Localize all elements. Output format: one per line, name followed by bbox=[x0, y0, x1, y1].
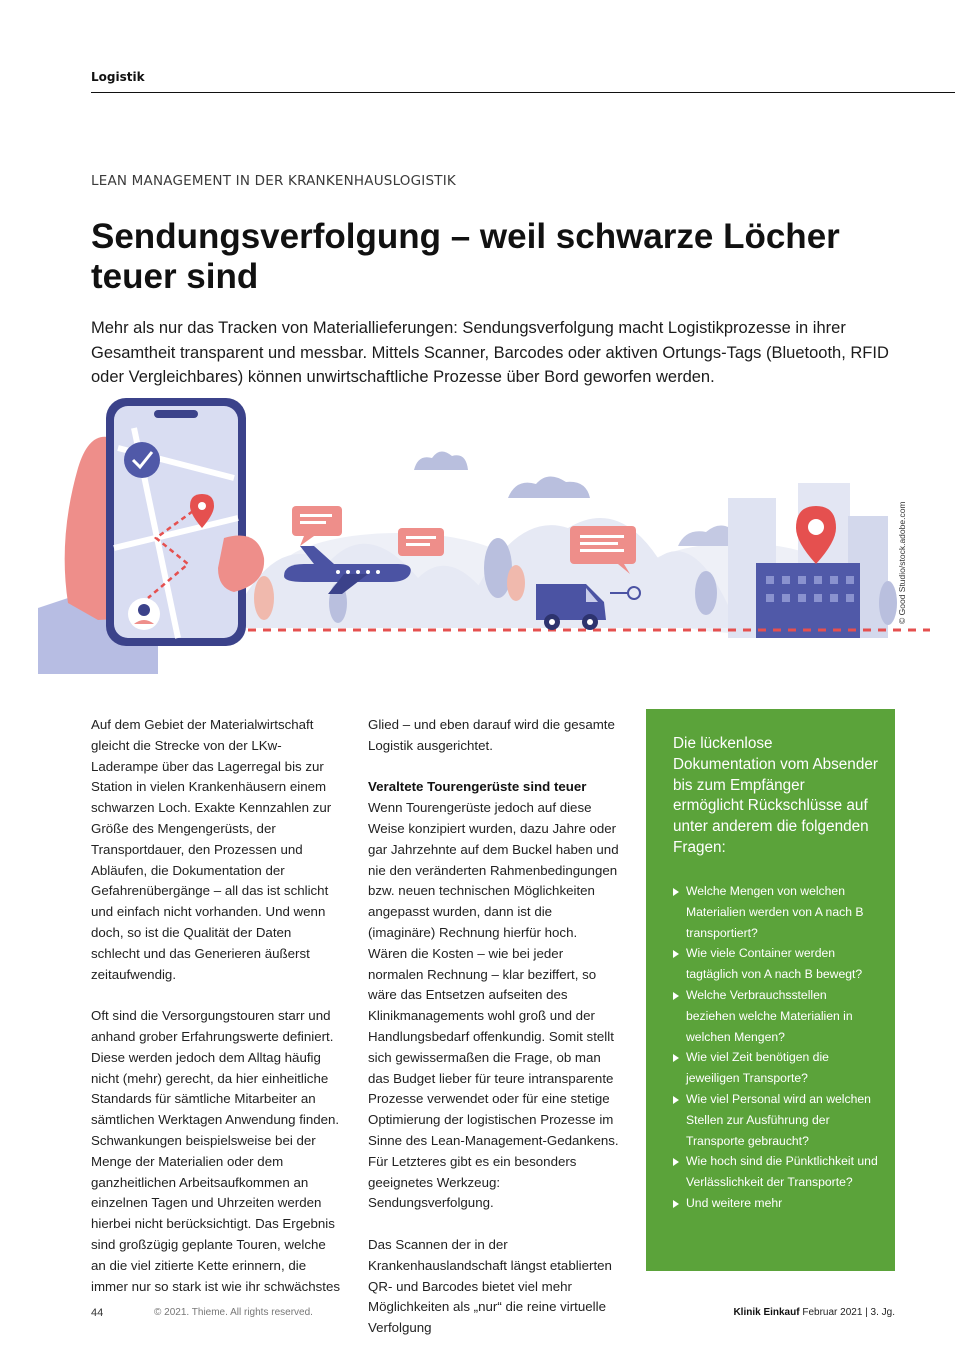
article-lead: Mehr als nur das Tracken von Materiallieferungen: Sendungsverfolgung macht Logistikprozesse in ihrer Gesamtheit transparent und messbar. Mittels Scanner, Barcodes oder aktiven Ortungs-Tags (Bluetooth, RFID oder Vergleichbares) können unwirtschaftliche Prozesse über Bord geworfen werden. bbox=[91, 319, 889, 386]
bullet-triangle-icon bbox=[673, 1200, 679, 1208]
list-item-text: Und weitere mehr bbox=[686, 1195, 783, 1210]
list-item bbox=[673, 1089, 878, 1151]
bullet-triangle-icon bbox=[673, 1158, 679, 1166]
issue-info: Februar 2021 | 3. Jg. bbox=[802, 1307, 895, 1318]
list-item bbox=[673, 1193, 878, 1214]
header-rule bbox=[91, 92, 955, 93]
paragraph: Das Scannen der in der Krankenhauslandschaft längst etablierten QR- und Barcodes bietet viel mehr Möglichkeiten als „nur“ die reine virtuelle Verfolgung bbox=[368, 1236, 612, 1336]
copyright-notice: © 2021. Thieme. All rights reserved. bbox=[154, 1307, 313, 1318]
bullet-triangle-icon bbox=[673, 950, 679, 958]
paragraph: Auf dem Gebiet der Materialwirtschaft gleicht die Strecke von der LKw-Laderampe über das Lagerregal bis zur Station in vielen Krankenhäusern einem schwarzen Loch. Exakte Kennzahlen zur Größe des Mengengerüsts, der Transportdauer, den Prozessen und Abläufen, die Dokumentation der Gefahrenübergänge – all das ist schlicht und einfach nicht vorhanden. Und wenn doch, so ist die Qualität der Daten schlecht und das Generieren äußerst zeitaufwendig. bbox=[91, 717, 332, 982]
list-item-text: Wie viel Personal wird an welchen Stellen zur Ausführung der Transporte gebraucht? bbox=[686, 1091, 871, 1148]
bullet-triangle-icon bbox=[673, 992, 679, 1000]
article-title: Sendungsverfolgung – weil schwarze Löcher teuer sind bbox=[91, 217, 840, 296]
list-item-text: Wie viel Zeit benötigen die jeweiligen Transporte? bbox=[686, 1050, 829, 1086]
publication-info bbox=[733, 1307, 895, 1318]
verified-badge-icon bbox=[124, 442, 160, 478]
list-item-text: Welche Mengen von welchen Materialien werden von A nach B transportiert? bbox=[686, 884, 864, 940]
info-box-title: Die lückenlose Dokumentation vom Absender bis zum Empfänger ermöglicht Rückschlüsse auf unter anderem die folgenden Fragen: bbox=[673, 735, 878, 856]
list-item bbox=[673, 1047, 878, 1089]
info-box bbox=[646, 709, 895, 1271]
list-item-text: Wie viele Container werden tagtäglich von A nach B bewegt? bbox=[686, 946, 863, 982]
list-item-text: Welche Verbrauchsstellen beziehen welche Materialien in welchen Mengen? bbox=[686, 987, 853, 1044]
image-credit: © Good Studio/stock.adobe.com bbox=[897, 501, 907, 624]
list-item bbox=[673, 985, 878, 1047]
list-item bbox=[673, 1151, 878, 1193]
list-item bbox=[673, 943, 878, 985]
publication-name: Klinik Einkauf bbox=[733, 1307, 800, 1318]
article-column-1 bbox=[91, 715, 343, 1318]
paragraph: Oft sind die Versorgungstouren starr und anhand grober Erfahrungswerte definiert. Diese werden jedoch dem Alltag häufig nicht (mehr) gerecht, da hier einheitliche Standards für sämtliche Mitarbeiter an sämtlichen Werktagen Anwendung finden. Schwankungen beispielsweise bei der Menge der Materialien oder dem ganzheitlichen Arbeitsaufkommen an einzelnen Tagen und Uhrzeiten werden hierbei nicht berücksichtigt. Das Ergebnis sind großzügig geplante Touren, welche an die viel zitierte Kette erinnern, die immer nur so stark ist wie ihr schwächstes bbox=[91, 1008, 341, 1294]
page-number: 44 bbox=[91, 1307, 104, 1319]
smartphone-icon bbox=[106, 398, 246, 646]
hero-illustration bbox=[38, 388, 930, 674]
info-box-list bbox=[673, 881, 878, 1214]
list-item bbox=[673, 881, 878, 943]
paragraph: Wenn Tourengerüste jedoch auf diese Weise konzipiert wurden, dazu Jahre oder gar Jahrzehnte auf dem Buckel haben und nie den veränderten Rahmenbedingungen bzw. neuen technischen Möglichkeiten angepasst wurden, dann ist die (imaginäre) Rechnung hierfür hoch. Wären die Kosten – wie bei jeder normalen Rechnung – klar beziffert, so wäre das Entsetzen aufseiten des Klinikmanagements wohl groß und der Handlungsbedarf offenkundig. Somit stellt sich gewissermaßen die Frage, ob man das Budget lieber für teure intransparente Prozesse verwendet oder für eine stetige Optimierung der logistischen Prozesse im Sinne des Lean-Management-Gedankens. Für Letzteres gibt es ein besonders geeignetes Werkzeug: Sendungsverfolgung. bbox=[368, 800, 619, 1211]
courier-avatar-icon bbox=[128, 598, 160, 630]
message-bubble-icon bbox=[398, 528, 444, 556]
article-kicker: LEAN MANAGEMENT IN DER KRANKENHAUSLOGISTIK bbox=[91, 173, 456, 189]
bullet-triangle-icon bbox=[673, 888, 679, 896]
subheading: Veraltete Tourengerüste sind teuer bbox=[368, 779, 587, 795]
bullet-triangle-icon bbox=[673, 1054, 679, 1062]
article-column-2 bbox=[368, 715, 620, 1360]
paragraph: Glied – und eben darauf wird die gesamte Logistik ausgerichtet. bbox=[368, 717, 615, 753]
bullet-triangle-icon bbox=[673, 1096, 679, 1104]
list-item-text: Wie hoch sind die Pünktlichkeit und Verlässlichkeit der Transporte? bbox=[686, 1154, 878, 1190]
section-label: Logistik bbox=[91, 70, 145, 84]
